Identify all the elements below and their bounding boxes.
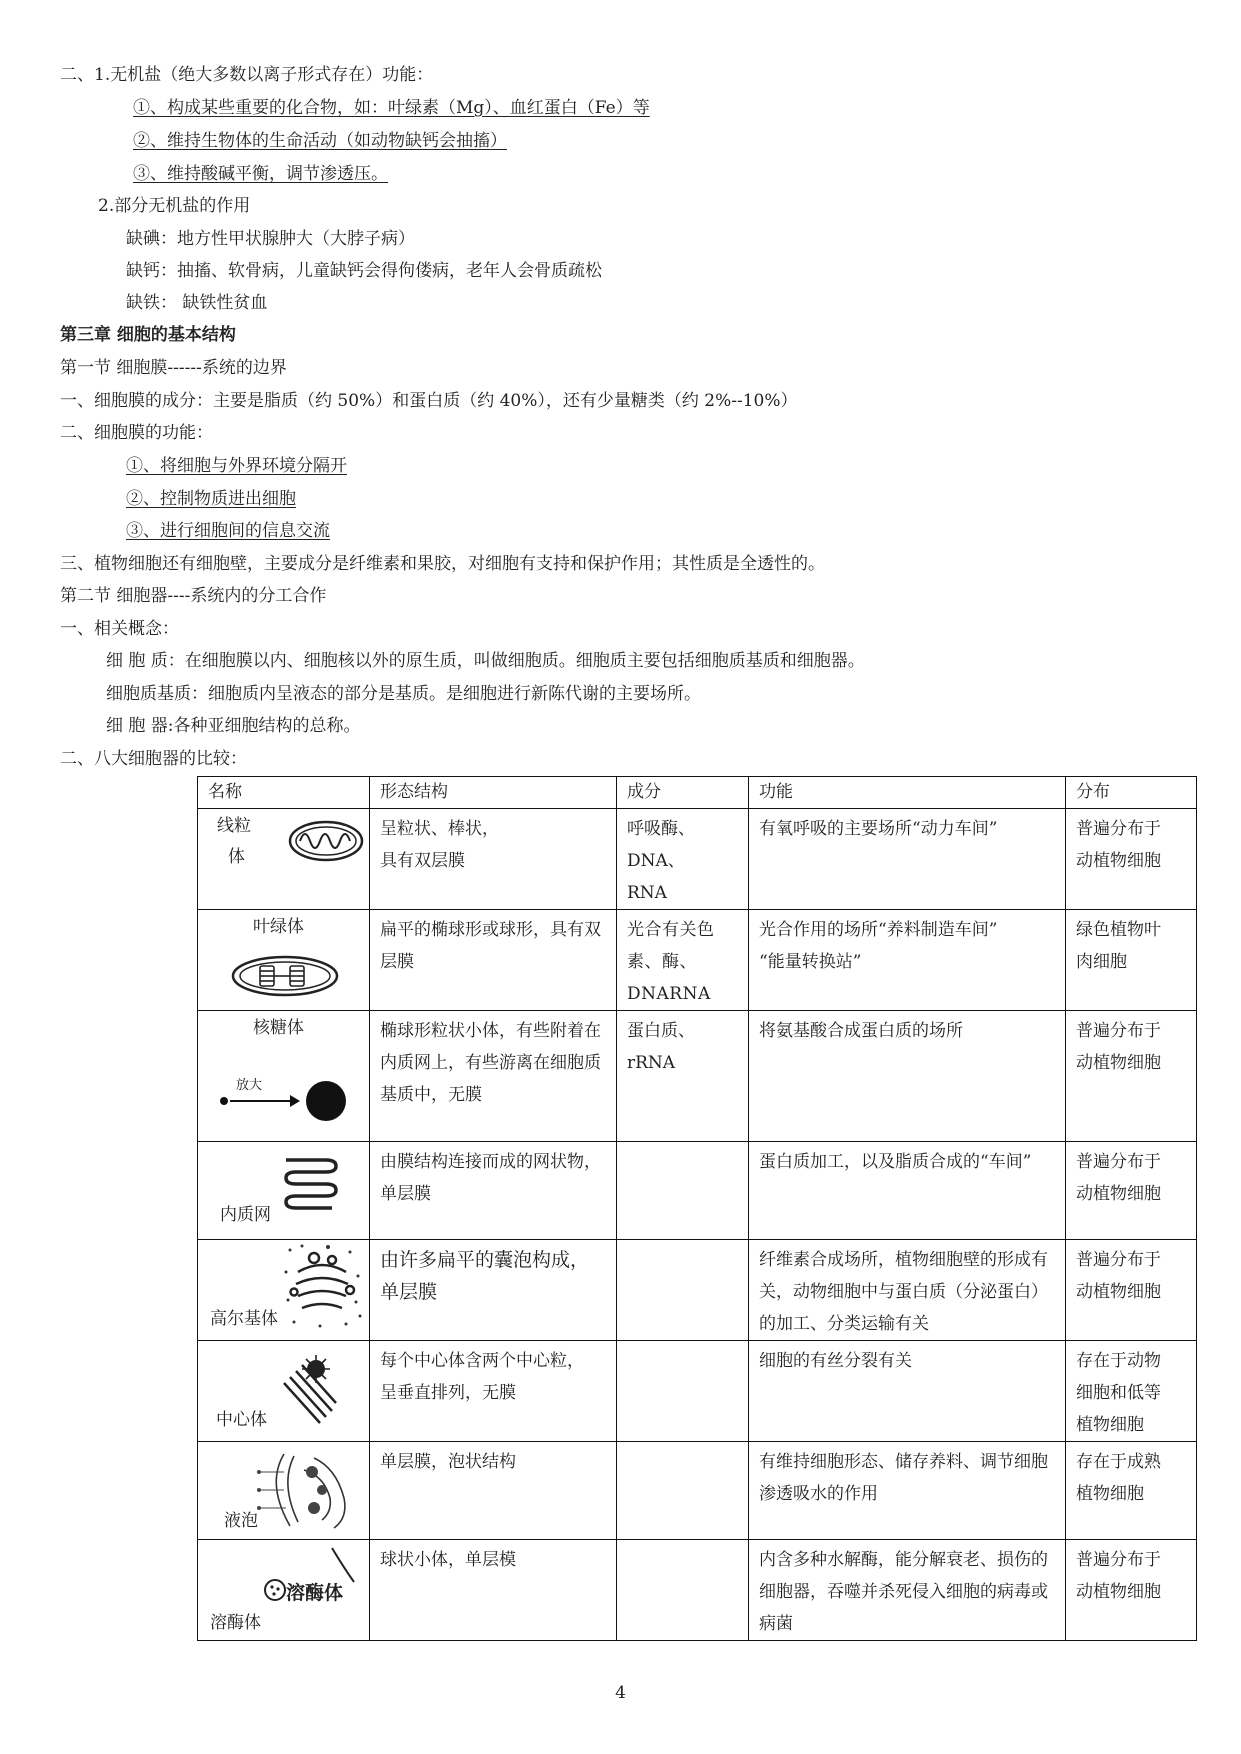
membrane-function-1: ①、将细胞与外界环境分隔开: [126, 456, 347, 476]
section-1-title: 第一节 细胞膜------系统的边界: [60, 358, 287, 378]
membrane-function-2: ②、控制物质进出细胞: [126, 489, 296, 509]
comp-cell: [617, 1442, 749, 1540]
func-cell: 有维持细胞形态、储存养料、调节细胞渗透吸水的作用: [749, 1442, 1066, 1540]
comp-cell: 光合有关色素、酶、DNARNA: [617, 910, 749, 1011]
table-row: [198, 1341, 1197, 1442]
name-cell: [198, 1240, 370, 1341]
table-header-row: [198, 777, 1197, 809]
golgi-apparatus-icon: [280, 1242, 366, 1332]
name-cell: [198, 1442, 370, 1540]
form-cell: 呈粒状、棒状， 具有双层膜: [370, 809, 617, 910]
comp-cell: 蛋白质、rRNA: [617, 1011, 749, 1142]
comp-cell: 呼吸酶、DNA、 RNA: [617, 809, 749, 910]
header-func: 功能: [749, 777, 1066, 809]
func-cell: 纤维素合成场所，植物细胞壁的形成有关，动物细胞中与蛋白质（分泌蛋白）的加工、分类运输有关: [749, 1240, 1066, 1341]
salt-function-1: ①、构成某些重要的化合物，如：叶绿素（Mg）、血红蛋白（Fe）等: [133, 98, 650, 118]
form-cell: 单层膜，泡状结构: [370, 1442, 617, 1540]
organelle-name: 核糖体: [253, 1018, 304, 1038]
def-cytosol: 细胞质基质：细胞质内呈液态的部分是基质。是细胞进行新陈代谢的主要场所。: [106, 684, 701, 704]
membrane-composition: 一、细胞膜的成分：主要是脂质（约 50%）和蛋白质（约 40%），还有少量糖类（约 2%--10%）: [60, 391, 798, 411]
page-number: 4: [615, 1683, 626, 1703]
organelle-name: 内质网: [220, 1205, 271, 1225]
comp-cell: [617, 1240, 749, 1341]
table-row: [198, 910, 1197, 1011]
form-cell: 每个中心体含两个中心粒， 呈垂直排列，无膜: [370, 1341, 617, 1442]
dist-cell: 存在于成熟 植物细胞: [1066, 1442, 1197, 1540]
table-row: [198, 1240, 1197, 1341]
iodine-deficiency: 缺碘：地方性甲状腺肿大（大脖子病）: [126, 229, 415, 249]
cell-wall-note: 三、植物细胞还有细胞壁，主要成分是纤维素和果胶，对细胞有支持和保护作用；其性质是全透性的。: [60, 554, 825, 574]
name-cell: [198, 809, 370, 910]
dist-cell: 普遍分布于 动植物细胞: [1066, 1540, 1197, 1641]
name-cell: [198, 1341, 370, 1442]
dist-cell: 绿色植物叶 肉细胞: [1066, 910, 1197, 1011]
comp-cell: [617, 1142, 749, 1240]
dist-cell: 普遍分布于 动植物细胞: [1066, 1011, 1197, 1142]
header-name: 名称: [198, 777, 370, 809]
name-cell: [198, 910, 370, 1011]
organelle-name: 液泡: [224, 1511, 258, 1531]
table-row: [198, 1011, 1197, 1142]
table-row: [198, 1540, 1197, 1641]
organelle-name: 叶绿体: [253, 917, 304, 937]
salt-function-3: ③、维持酸碱平衡，调节渗透压。: [133, 164, 388, 184]
comp-cell: [617, 1341, 749, 1442]
table-row: [198, 1442, 1197, 1540]
func-cell: 光合作用的场所“养料制造车间” “能量转换站”: [749, 910, 1066, 1011]
form-cell: 球状小体，单层模: [370, 1540, 617, 1641]
calcium-deficiency: 缺钙：抽搐、软骨病，儿童缺钙会得佝偻病，老年人会骨质疏松: [126, 261, 602, 281]
table-row: [198, 1142, 1197, 1240]
organelle-name: 线粒: [217, 816, 251, 836]
dist-cell: 普遍分布于 动植物细胞: [1066, 809, 1197, 910]
func-cell: 蛋白质加工，以及脂质合成的“车间”: [749, 1142, 1066, 1240]
def-cytoplasm: 细 胞 质：在细胞膜以内、细胞核以外的原生质，叫做细胞质。细胞质主要包括细胞质基质和细胞器。: [106, 651, 865, 671]
section-2-title: 第二节 细胞器----系统内的分工合作: [60, 586, 327, 606]
iron-deficiency: 缺铁： 缺铁性贫血: [126, 293, 268, 313]
form-cell: 由许多扁平的囊泡构成， 单层膜: [370, 1240, 617, 1341]
dist-cell: 存在于动物 细胞和低等 植物细胞: [1066, 1341, 1197, 1442]
salt-function-2: ②、维持生物体的生命活动（如动物缺钙会抽搐）: [133, 131, 507, 151]
func-cell: 有氧呼吸的主要场所“动力车间”: [749, 809, 1066, 910]
organelle-name-cont: 体: [228, 847, 245, 867]
name-cell: [198, 1011, 370, 1142]
func-cell: 细胞的有丝分裂有关: [749, 1341, 1066, 1442]
membrane-function-3: ③、进行细胞间的信息交流: [126, 521, 330, 541]
name-cell: [198, 1142, 370, 1240]
dist-cell: 普遍分布于 动植物细胞: [1066, 1240, 1197, 1341]
centrosome-icon: [276, 1353, 342, 1425]
concepts-heading: 一、相关概念：: [60, 619, 179, 639]
vacuole-icon: [254, 1450, 354, 1530]
def-organelle: 细 胞 器:各种亚细胞结构的总称。: [106, 716, 361, 736]
header-comp: 成分: [617, 777, 749, 809]
func-cell: 内含多种水解酶，能分解衰老、损伤的细胞器，吞噬并杀死侵入细胞的病毒或病菌: [749, 1540, 1066, 1641]
organelle-name: 溶酶体: [210, 1613, 261, 1633]
header-dist: 分布: [1066, 777, 1197, 809]
form-cell: 椭球形粒状小体，有些附着在内质网上，有些游离在细胞质基质中，无膜: [370, 1011, 617, 1142]
mitochondrion-icon: [288, 819, 364, 863]
chapter-title: 第三章 细胞的基本结构: [60, 325, 236, 345]
comp-cell: [617, 1540, 749, 1641]
ribosome-icon-label: 放大: [236, 1078, 263, 1093]
organelle-name: 高尔基体: [210, 1309, 278, 1329]
section-salt-roles: 2.部分无机盐的作用: [98, 196, 251, 216]
chloroplast-icon: [230, 954, 340, 998]
lysosome-icon-label: 溶酶体: [286, 1582, 344, 1604]
func-cell: 将氨基酸合成蛋白质的场所: [749, 1011, 1066, 1142]
form-cell: 扁平的椭球形或球形，具有双层膜: [370, 910, 617, 1011]
organelle-name: 中心体: [216, 1410, 267, 1430]
organelle-comparison-heading: 二、八大细胞器的比较：: [60, 749, 247, 769]
form-cell: 由膜结构连接而成的网状物，单层膜: [370, 1142, 617, 1240]
endoplasmic-reticulum-icon: [276, 1152, 346, 1224]
membrane-function-heading: 二、细胞膜的功能：: [60, 423, 213, 443]
organelle-table: [197, 776, 1197, 1641]
header-form: 形态结构: [370, 777, 617, 809]
table-row: [198, 809, 1197, 910]
dist-cell: 普遍分布于 动植物细胞: [1066, 1142, 1197, 1240]
section-inorganic-salt-function: 二、1.无机盐（绝大多数以离子形式存在）功能：: [60, 65, 434, 85]
name-cell: [198, 1540, 370, 1641]
